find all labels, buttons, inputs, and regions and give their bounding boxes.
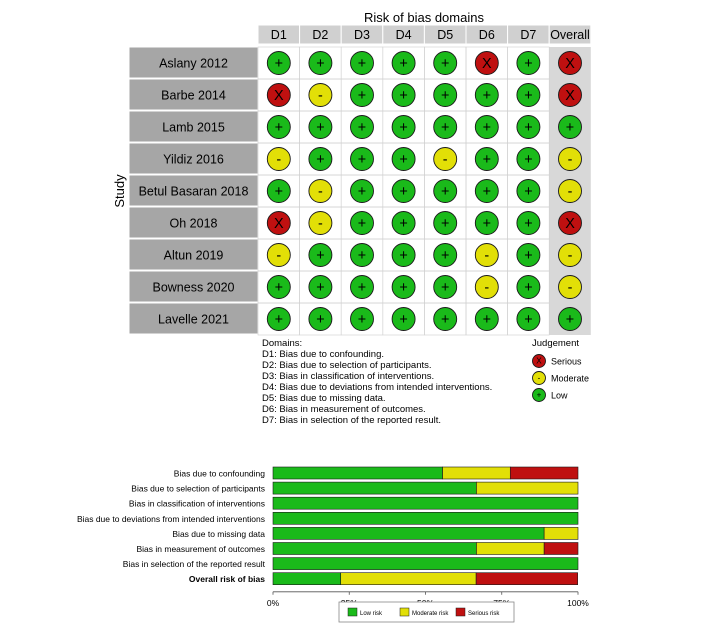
domains-legend xyxy=(262,338,492,426)
judgement-low-marker-symbol: + xyxy=(357,247,367,264)
study-label-column xyxy=(129,47,258,334)
judgement-low-marker-symbol: + xyxy=(440,247,450,264)
judgement-moderate-marker xyxy=(309,84,332,107)
domain-header-d6: D6 xyxy=(478,28,495,42)
bar-segment-low xyxy=(273,558,578,570)
judgement-low-marker xyxy=(309,148,332,171)
bar-segment-low xyxy=(273,512,578,524)
judgement-low-marker-symbol: + xyxy=(565,311,575,328)
judgement-serious-marker-symbol: X xyxy=(481,55,492,72)
judgement-low-marker xyxy=(475,84,498,107)
study-label: Altun 2019 xyxy=(163,248,224,263)
domain-definition-d5: D5: Bias due to missing data. xyxy=(262,393,386,404)
bar-category-label: Overall risk of bias xyxy=(188,574,265,585)
x-tick-label: 0% xyxy=(266,597,280,608)
judgement-low-marker-symbol: + xyxy=(440,215,450,232)
judgement-low-marker-symbol: + xyxy=(524,151,533,168)
judgement-low-marker xyxy=(434,212,457,235)
judgement-low-marker xyxy=(392,244,415,267)
study-label: Bowness 2020 xyxy=(152,280,235,295)
domain-header-d7: D7 xyxy=(520,28,537,42)
judgement-low-marker xyxy=(475,148,498,171)
judgement-low-marker-symbol: + xyxy=(399,119,408,136)
domain-definition-d7: D7: Bias in selection of the reported result. xyxy=(262,415,442,426)
judgement-serious-marker-symbol: X xyxy=(565,87,575,104)
judgement-low-marker xyxy=(517,244,540,267)
bar-legend-label-serious: Serious risk xyxy=(468,611,500,617)
judgement-low-marker xyxy=(434,308,457,331)
judgement-low-marker-symbol: + xyxy=(357,311,367,328)
judgement-serious-marker-symbol: X xyxy=(565,215,575,232)
judgement-low-marker-symbol: + xyxy=(357,55,367,72)
domain-definition-d4: D4: Bias due to deviations from intended interventions. xyxy=(262,382,493,393)
judgement-low-marker xyxy=(392,52,415,75)
judgement-low-marker xyxy=(267,276,290,299)
bar-category-label: Bias due to selection of participants xyxy=(131,483,265,494)
judgement-low-marker xyxy=(392,212,415,235)
judgement-serious-marker xyxy=(559,84,582,107)
x-tick-label: 100% xyxy=(567,597,589,608)
judgement-low-marker xyxy=(517,84,540,107)
domains-heading: Domains: xyxy=(262,338,303,349)
judgement-low-marker-symbol: + xyxy=(357,87,367,104)
judgement-low-marker-symbol: + xyxy=(399,55,408,72)
legend-low-marker xyxy=(533,389,546,402)
judgement-low-marker xyxy=(309,308,332,331)
judgement-grid xyxy=(258,47,591,335)
judgement-serious-marker xyxy=(559,212,582,235)
bar-segment-moderate xyxy=(341,573,476,585)
judgement-serious-marker xyxy=(559,52,582,75)
judgement-moderate-marker xyxy=(475,244,498,267)
judgement-moderate-marker xyxy=(559,148,582,171)
judgement-low-marker-symbol: + xyxy=(399,215,408,232)
judgement-low-marker-symbol: + xyxy=(440,55,450,72)
bar-segment-serious xyxy=(510,467,578,479)
judgement-moderate-marker-symbol: - xyxy=(318,183,323,200)
judgement-low-marker xyxy=(434,84,457,107)
study-label: Lavelle 2021 xyxy=(158,312,229,327)
judgement-serious-marker-symbol: X xyxy=(273,87,284,104)
judgement-low-marker-symbol: + xyxy=(482,151,492,168)
domain-header-d2: D2 xyxy=(312,28,329,42)
study-label: Yildiz 2016 xyxy=(163,152,224,167)
study-label: Aslany 2012 xyxy=(159,56,228,71)
judgement-moderate-marker-symbol: - xyxy=(318,215,323,232)
judgement-low-marker-symbol: + xyxy=(524,55,533,72)
judgement-low-marker-symbol: + xyxy=(274,183,284,200)
judgement-moderate-marker-symbol: - xyxy=(567,247,573,264)
judgement-low-marker-symbol: + xyxy=(524,247,533,264)
judgement-low-marker xyxy=(475,308,498,331)
judgement-low-marker-symbol: + xyxy=(399,183,408,200)
study-axis-label: Study xyxy=(112,174,127,208)
judgement-low-marker-symbol: + xyxy=(565,119,575,136)
judgement-low-marker-symbol: + xyxy=(440,119,450,136)
bar-segment-moderate xyxy=(476,543,544,555)
judgement-low-marker-symbol: + xyxy=(440,87,450,104)
judgement-low-marker-symbol: + xyxy=(316,279,325,296)
judgement-low-marker xyxy=(434,276,457,299)
judgement-low-marker xyxy=(267,308,290,331)
judgement-low-marker xyxy=(434,52,457,75)
judgement-low-marker xyxy=(351,148,374,171)
judgement-moderate-marker xyxy=(559,276,582,299)
judgement-low-marker xyxy=(517,180,540,203)
judgement-low-marker xyxy=(517,52,540,75)
judgement-low-marker-symbol: + xyxy=(399,151,408,168)
judgement-low-marker xyxy=(517,212,540,235)
legend-moderate-marker-symbol: - xyxy=(537,373,541,383)
judgement-moderate-marker-symbol: - xyxy=(567,279,573,296)
judgement-moderate-marker xyxy=(475,276,498,299)
judgement-low-marker-symbol: + xyxy=(440,183,450,200)
judgement-moderate-marker xyxy=(434,148,457,171)
study-label: Barbe 2014 xyxy=(161,88,226,103)
judgement-moderate-marker-symbol: - xyxy=(484,247,490,264)
bar-segment-moderate xyxy=(443,467,511,479)
domain-definition-d6: D6: Bias in measurement of outcomes. xyxy=(262,404,426,415)
judgement-serious-marker xyxy=(475,52,498,75)
judgement-low-marker xyxy=(392,180,415,203)
judgement-low-marker-symbol: + xyxy=(357,119,367,136)
bar-segment-moderate xyxy=(476,482,578,494)
judgement-moderate-marker xyxy=(559,244,582,267)
judgement-low-marker-symbol: + xyxy=(440,311,450,328)
judgement-low-marker xyxy=(517,308,540,331)
judgement-low-marker-symbol: + xyxy=(316,119,325,136)
judgement-serious-marker-symbol: X xyxy=(273,215,284,232)
judgement-low-marker-symbol: + xyxy=(316,55,325,72)
legend-moderate-marker xyxy=(533,372,546,385)
domain-definition-d2: D2: Bias due to selection of participants. xyxy=(262,360,432,371)
judgement-low-marker xyxy=(475,212,498,235)
judgement-moderate-marker xyxy=(559,180,582,203)
judgement-low-marker-symbol: + xyxy=(482,183,492,200)
traffic-light-plot xyxy=(112,10,591,426)
bar-rows xyxy=(273,467,578,585)
judgement-low-marker-symbol: + xyxy=(399,87,408,104)
judgement-low-marker xyxy=(517,276,540,299)
bar-legend-swatch-moderate xyxy=(400,608,409,616)
bar-category-label: Bias in selection of the reported result xyxy=(122,559,265,570)
judgement-low-marker-symbol: + xyxy=(440,279,450,296)
judgement-moderate-marker-symbol: - xyxy=(276,151,282,168)
judgement-low-marker xyxy=(351,180,374,203)
domain-header-d1: D1 xyxy=(270,28,287,42)
study-label: Oh 2018 xyxy=(169,216,218,231)
judgement-moderate-marker xyxy=(309,212,332,235)
judgement-low-marker xyxy=(475,116,498,139)
study-label: Betul Basaran 2018 xyxy=(138,184,249,199)
judgement-low-marker xyxy=(351,308,374,331)
domain-header-d5: D5 xyxy=(437,28,454,42)
judgement-low-marker-symbol: + xyxy=(399,311,408,328)
judgement-moderate-marker-symbol: - xyxy=(484,279,490,296)
domain-header-d4: D4 xyxy=(395,28,412,42)
bar-legend xyxy=(339,602,514,622)
judgement-low-marker xyxy=(351,52,374,75)
judgement-low-marker-symbol: + xyxy=(357,215,367,232)
bar-segment-serious xyxy=(476,573,578,585)
judgement-low-marker-symbol: + xyxy=(357,183,367,200)
judgement-low-marker xyxy=(392,148,415,171)
judgement-low-marker-symbol: + xyxy=(482,87,492,104)
judgement-low-marker xyxy=(267,180,290,203)
judgement-low-marker xyxy=(434,180,457,203)
judgement-low-marker xyxy=(267,116,290,139)
bar-legend-swatch-serious xyxy=(456,608,465,616)
traffic-light-title: Risk of bias domains xyxy=(364,10,484,25)
judgement-low-marker-symbol: + xyxy=(524,87,533,104)
judgement-low-marker-symbol: + xyxy=(524,183,533,200)
judgement-heading: Judgement xyxy=(532,338,580,349)
judgement-low-marker xyxy=(309,116,332,139)
judgement-low-marker-symbol: + xyxy=(482,215,492,232)
judgement-low-marker xyxy=(392,308,415,331)
judgement-low-marker xyxy=(309,244,332,267)
judgement-low-marker xyxy=(559,116,582,139)
bar-segment-low xyxy=(273,497,578,509)
judgement-low-marker xyxy=(392,116,415,139)
judgement-low-marker-symbol: + xyxy=(274,311,284,328)
judgement-low-marker xyxy=(351,84,374,107)
judgement-moderate-marker-symbol: - xyxy=(318,87,323,104)
judgement-low-marker xyxy=(392,84,415,107)
judgement-serious-marker xyxy=(267,212,290,235)
judgement-low-marker-symbol: + xyxy=(316,311,325,328)
judgement-low-marker-symbol: + xyxy=(524,119,533,136)
judgement-low-marker-symbol: + xyxy=(316,151,325,168)
legend-low-marker-symbol: + xyxy=(536,390,542,400)
judgement-low-marker-symbol: + xyxy=(399,247,408,264)
judgement-low-marker xyxy=(475,180,498,203)
bar-segment-serious xyxy=(544,543,578,555)
judgement-low-marker-symbol: + xyxy=(357,151,367,168)
judgement-moderate-marker-symbol: - xyxy=(442,151,448,168)
judgement-moderate-marker-symbol: - xyxy=(567,151,573,168)
bar-segment-low xyxy=(273,482,476,494)
legend-moderate-label: Moderate xyxy=(551,373,590,384)
bar-legend-swatch-low xyxy=(348,608,357,616)
judgement-moderate-marker-symbol: - xyxy=(276,247,282,264)
legend-serious-marker xyxy=(533,355,546,368)
judgement-low-marker xyxy=(559,308,582,331)
judgement-low-marker xyxy=(392,276,415,299)
judgement-low-marker-symbol: + xyxy=(274,119,284,136)
legend-serious-label: Serious xyxy=(551,356,582,367)
bar-segment-low xyxy=(273,527,544,539)
judgement-serious-marker-symbol: X xyxy=(565,55,575,72)
judgement-legend xyxy=(532,338,589,402)
judgement-low-marker xyxy=(309,276,332,299)
judgement-moderate-marker xyxy=(267,244,290,267)
judgement-low-marker-symbol: + xyxy=(316,247,325,264)
judgement-serious-marker xyxy=(267,84,290,107)
summary-bar-plot xyxy=(77,467,589,622)
legend-serious-marker-symbol: X xyxy=(536,356,542,366)
bar-segment-low xyxy=(273,543,476,555)
legend-low-label: Low xyxy=(551,390,568,401)
judgement-moderate-marker xyxy=(267,148,290,171)
bar-category-label: Bias due to deviations from intended interventions xyxy=(76,513,265,524)
bar-segment-moderate xyxy=(544,527,578,539)
bar-segment-low xyxy=(273,573,341,585)
judgement-low-marker xyxy=(351,276,374,299)
bar-category-label: Bias in classification of interventions xyxy=(128,498,265,509)
judgement-low-marker xyxy=(351,116,374,139)
bar-category-label: Bias due to missing data xyxy=(172,528,265,539)
judgement-low-marker xyxy=(517,116,540,139)
judgement-low-marker-symbol: + xyxy=(274,279,284,296)
judgement-low-marker-symbol: + xyxy=(482,119,492,136)
bar-category-label: Bias due to confounding xyxy=(173,468,265,479)
judgement-low-marker-symbol: + xyxy=(357,279,367,296)
judgement-low-marker xyxy=(267,52,290,75)
domain-header-d3: D3 xyxy=(354,28,370,42)
bar-legend-label-low: Low risk xyxy=(360,611,383,617)
study-label: Lamb 2015 xyxy=(162,120,225,135)
bar-segment-low xyxy=(273,467,443,479)
judgement-low-marker-symbol: + xyxy=(482,311,492,328)
judgement-low-marker-symbol: + xyxy=(274,55,284,72)
judgement-low-marker xyxy=(351,244,374,267)
judgement-low-marker-symbol: + xyxy=(399,279,408,296)
judgement-moderate-marker-symbol: - xyxy=(567,183,573,200)
judgement-low-marker-symbol: + xyxy=(524,215,533,232)
judgement-low-marker-symbol: + xyxy=(524,279,533,296)
domain-definition-d3: D3: Bias in classification of interventions. xyxy=(262,371,435,382)
domain-definition-d1: D1: Bias due to confounding. xyxy=(262,349,385,360)
bar-legend-label-moderate: Moderate risk xyxy=(412,611,449,617)
judgement-low-marker xyxy=(434,116,457,139)
judgement-low-marker-symbol: + xyxy=(524,311,533,328)
bar-category-labels xyxy=(77,469,266,585)
judgement-low-marker xyxy=(434,244,457,267)
domain-header-overall: Overall xyxy=(550,28,590,42)
bar-category-label: Bias in measurement of outcomes xyxy=(136,544,265,554)
domain-header-row xyxy=(258,25,591,44)
judgement-low-marker xyxy=(351,212,374,235)
judgement-moderate-marker xyxy=(309,180,332,203)
judgement-low-marker xyxy=(309,52,332,75)
judgement-low-marker xyxy=(517,148,540,171)
